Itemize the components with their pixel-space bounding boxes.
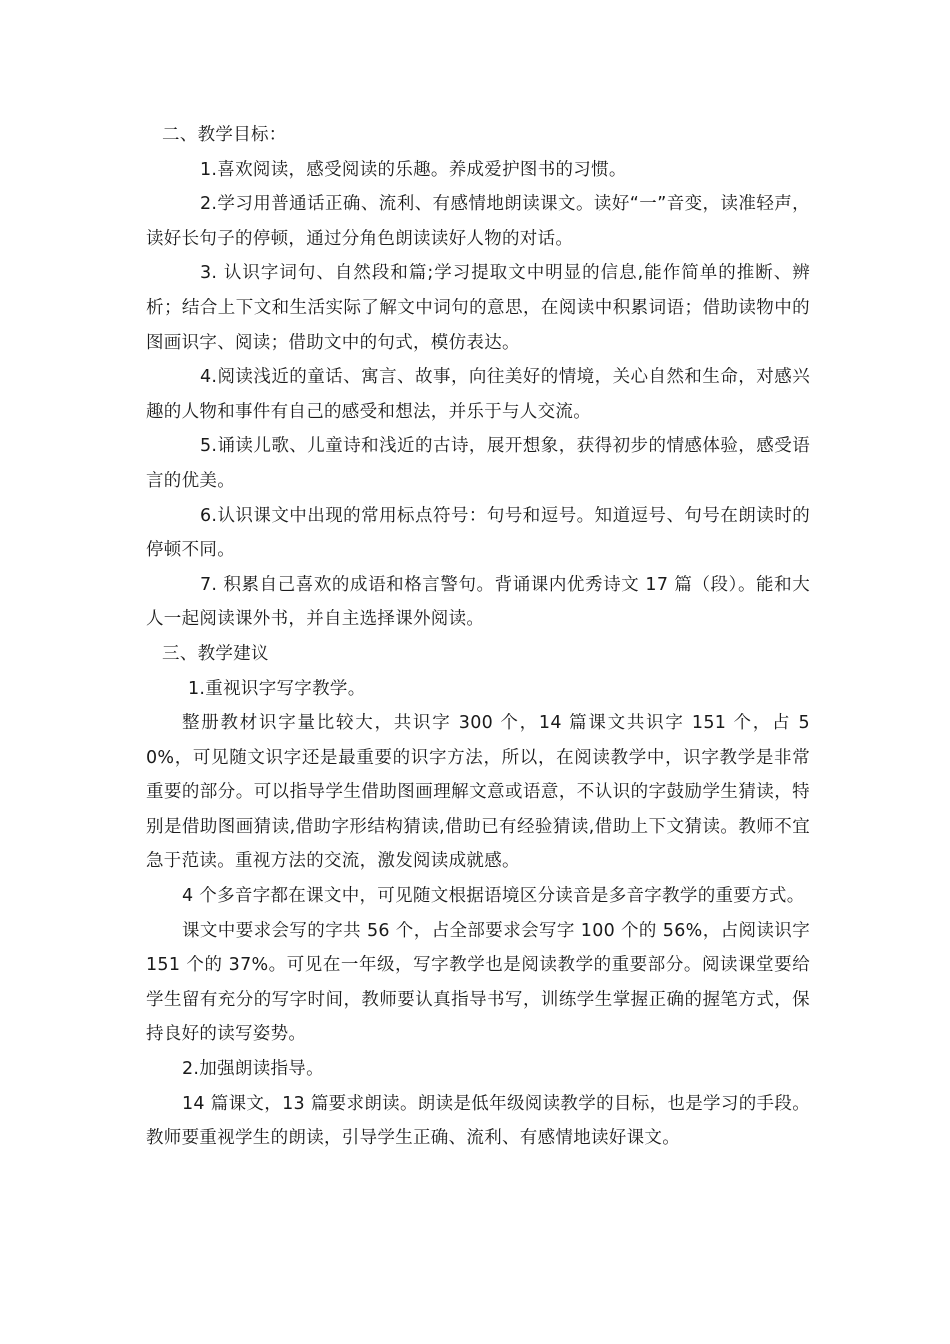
goal-item-2: 2.学习用普通话正确、流利、有感情地朗读课文。读好“一”音变，读准轻声，读好长句子的停顿，通过分角色朗读读好人物的对话。 (146, 194, 810, 249)
section-heading-teaching-goals: 二、教学目标： (162, 125, 287, 145)
goal-item-5: 5.诵读儿歌、儿童诗和浅近的古诗，展开想象，获得初步的情感体验，感受语言的优美。 (146, 436, 810, 491)
body-paragraph: 整册教材识字量比较大，共识字 300 个，14 篇课文共识字 151 个，占 50%，可见随文识字还是最重要的识字方法，所以，在阅读教学中，识字教学是非常重要的部分。可以指导学生借助图画理解文意或语意，不认识的字鼓励学生猜读，特别是借助图画猜读,借助字形结构猜读,借助已有经验猜读,借助上下文猜读。教师不宜急于范读。重视方法的交流，激发阅读成就感。 (146, 713, 810, 872)
goal-item-6: 6.认识课文中出现的常用标点符号：句号和逗号。知道逗号、句号在朗读时的停顿不同。 (146, 505, 810, 561)
goal-item-7: 7. 积累自己喜欢的成语和格言警句。背诵课内优秀诗文 17 篇（段）。能和大人一起阅读课外书，并自主选择课外阅读。 (146, 574, 810, 630)
body-paragraph: 14 篇课文，13 篇要求朗读。朗读是低年级阅读教学的目标，也是学习的手段。教师要重视学生的朗读，引导学生正确、流利、有感情地读好课文。 (146, 1093, 810, 1149)
body-paragraph: 4 个多音字都在课文中，可见随文根据语境区分读音是多音字教学的重要方式。 (182, 886, 805, 907)
goal-item-1: 1.喜欢阅读，感受阅读的乐趣。养成爱护图书的习惯。 (200, 159, 627, 180)
document-page (146, 118, 810, 1156)
goal-item-3: 3. 认识字词句、自然段和篇;学习提取文中明显的信息,能作简单的推断、辨析；结合上下文和生活实际了解文中词句的意思，在阅读中积累词语；借助读物中的图画识字、阅读；借助文中的句式，模仿表达。 (146, 263, 810, 353)
section-heading-teaching-suggestions: 三、教学建议 (162, 643, 269, 664)
goal-item-4: 4.阅读浅近的童话、寓言、故事，向往美好的情境，关心自然和生命，对感兴趣的人物和事件有自己的感受和想法，并乐于与人交流。 (146, 367, 810, 422)
suggestion-title-reading-aloud: 2.加强朗读指导。 (182, 1059, 324, 1080)
suggestion-title-literacy: 1.重视识字写字教学。 (188, 678, 366, 699)
body-paragraph: 课文中要求会写的字共 56 个，占全部要求会写字 100 个的 56%，占阅读识字 151 个的 37%。可见在一年级，写字教学也是阅读教学的重要部分。阅读课堂要给学生留有充分的写字时间，教师要认真指导书写，训练学生掌握正确的握笔方式，保持良好的读写姿势。 (146, 920, 810, 1045)
